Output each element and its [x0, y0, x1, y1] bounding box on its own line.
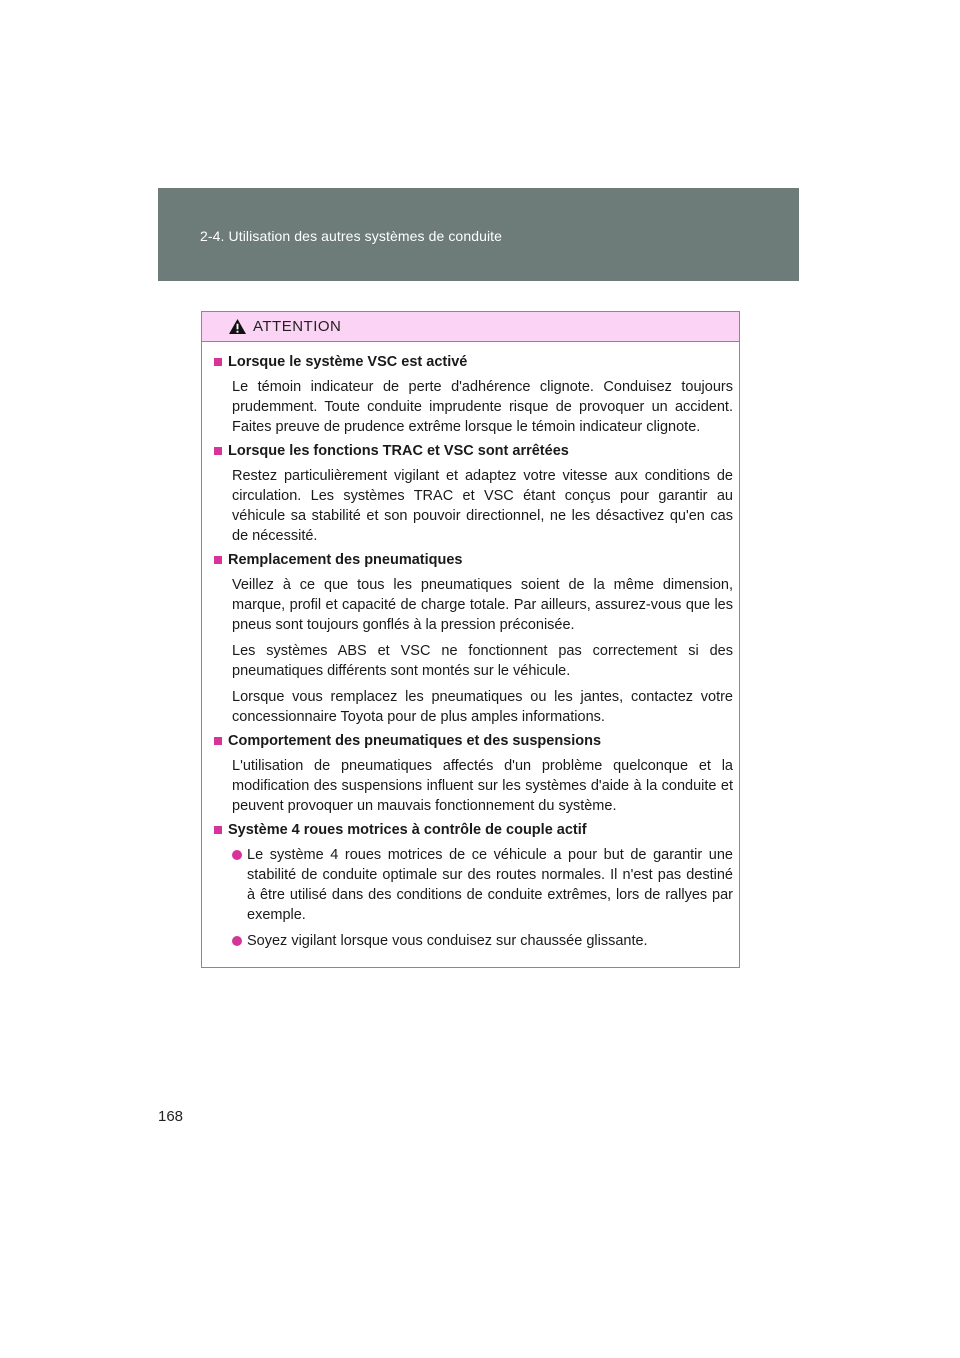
paragraph: Le système 4 roues motrices de ce véhicule a pour but de garantir une stabilité de conduite optimale sur des routes normales. Il n'est pas destiné à être utilisé dans des conditions de conduite extrêmes, lors de rallyes par exemple. — [247, 847, 733, 923]
square-bullet-icon — [214, 447, 222, 455]
paragraph: Soyez vigilant lorsque vous conduisez sur chaussée glissante. — [247, 933, 648, 949]
square-bullet-icon — [214, 826, 222, 834]
warning-body — [202, 342, 739, 951]
section-4wd-torque-control — [214, 822, 733, 951]
square-bullet-icon — [214, 556, 222, 564]
section-heading-text: Comportement des pneumatiques et des suspensions — [228, 733, 602, 749]
paragraph: Les systèmes ABS et VSC ne fonctionnent pas correctement si des pneumatiques différents sont montés sur le véhicule. — [232, 643, 733, 679]
section-heading — [214, 552, 733, 568]
page-number: 168 — [158, 1108, 184, 1125]
section-title: 2-4. Utilisation des autres systèmes de conduite — [200, 228, 503, 244]
warning-label: ATTENTION — [253, 318, 342, 335]
paragraph: Lorsque vous remplacez les pneumatiques ou les jantes, contactez votre concessionnaire Toyota pour de plus amples informations. — [232, 689, 733, 725]
circle-bullet-icon — [232, 850, 242, 860]
section-heading-text: Remplacement des pneumatiques — [228, 552, 463, 568]
paragraph: Restez particulièrement vigilant et adaptez votre vitesse aux conditions de circulation. Les systèmes TRAC et VSC étant conçus pour garantir au véhicule sa stabilité et son pouvoir directionnel, ne les désactivez qu'en cas de nécessité. — [232, 468, 733, 544]
section-header-band — [158, 188, 799, 281]
warning-header — [202, 312, 739, 342]
section-heading — [214, 443, 733, 459]
square-bullet-icon — [214, 358, 222, 366]
list-item — [232, 931, 733, 951]
section-tire-replacement — [214, 552, 733, 727]
warning-triangle-icon — [228, 318, 247, 335]
section-trac-vsc-off — [214, 443, 733, 546]
paragraph: Le témoin indicateur de perte d'adhérence clignote. Conduisez toujours prudemment. Toute conduite imprudente risque de provoquer un accident. Faites preuve de prudence extrême lorsque le témoin indicateur clignote. — [232, 379, 733, 435]
section-heading — [214, 822, 733, 838]
section-vsc-active — [214, 354, 733, 437]
section-heading-text: Lorsque les fonctions TRAC et VSC sont arrêtées — [228, 443, 569, 459]
warning-box — [201, 311, 740, 968]
section-tire-suspension-behavior — [214, 733, 733, 816]
section-heading — [214, 733, 733, 749]
paragraph: Veillez à ce que tous les pneumatiques soient de la même dimension, marque, profil et capacité de charge totale. Par ailleurs, assurez-vous que les pneus sont toujours gonflés à la pression préconisée. — [232, 577, 733, 633]
section-heading-text: Système 4 roues motrices à contrôle de couple actif — [228, 822, 587, 838]
section-heading-text: Lorsque le système VSC est activé — [228, 354, 468, 370]
square-bullet-icon — [214, 737, 222, 745]
section-heading — [214, 354, 733, 370]
list-item — [232, 845, 733, 925]
paragraph: L'utilisation de pneumatiques affectés d'un problème quelconque et la modification des suspensions influent sur les systèmes d'aide à la conduite et peuvent provoquer un mauvais fonctionnement du système. — [232, 758, 733, 814]
circle-bullet-icon — [232, 936, 242, 946]
